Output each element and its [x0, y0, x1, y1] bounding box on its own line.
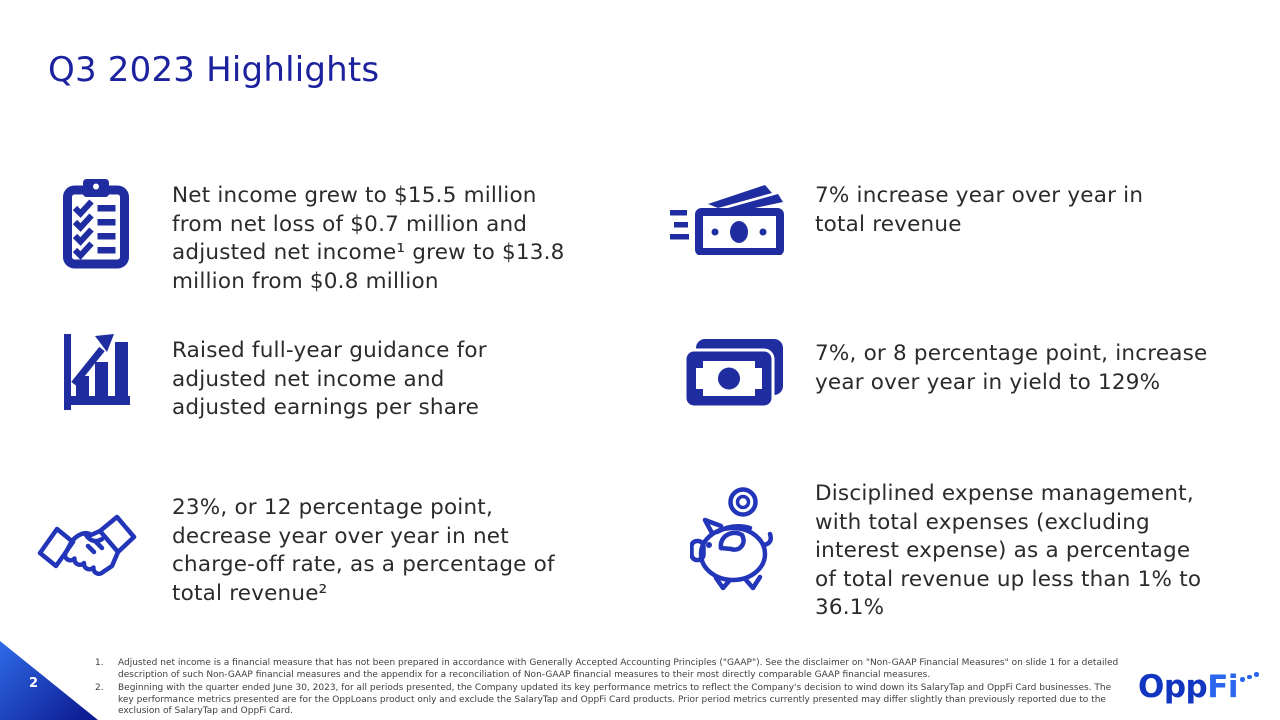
highlight-text: [172, 182, 565, 296]
highlight-text: [815, 340, 1207, 397]
oppfi-logo: [1138, 669, 1260, 705]
footnotes: [95, 658, 1125, 720]
piggy-bank-icon: [690, 485, 778, 595]
bar-chart-growth-icon: [62, 332, 132, 416]
text-line: total revenue²: [172, 580, 328, 606]
cash-stack-icon: [683, 337, 785, 413]
highlight-text: [172, 337, 487, 423]
highlight-text: [172, 494, 555, 608]
text-line: total revenue: [815, 211, 962, 237]
text-line: with total expenses (excluding: [815, 509, 1150, 535]
flying-money-icon: [668, 183, 786, 259]
footnote-number: 2.: [95, 683, 104, 693]
footnote-text: Beginning with the quarter ended June 30, 2023, for all periods presented, the Company updated its key performance metrics to reflect the Company's decision to wind down its SalaryTap and OppFi Card businesses. The key performance metrics presented are for the OppLoans product only and exclude the SalaryTap and OppFi Card products. Prior period metrics currently presented may differ slightly than previously reported due to the exclusion of SalaryTap and OppFi Card.: [118, 683, 1112, 716]
oppfi-logo-text: Fi: [1207, 669, 1239, 705]
text-line: adjusted net income and: [172, 366, 445, 392]
text-line: interest expense) as a percentage: [815, 538, 1191, 563]
footnote: [95, 658, 1125, 681]
page-number: 2: [29, 676, 39, 691]
text-line: 7% increase year over year in: [815, 183, 1144, 208]
text-line: of total revenue up less than 1% to: [815, 566, 1202, 592]
highlight-text: [815, 182, 1143, 239]
text-line: decrease year over year in net: [172, 523, 509, 549]
corner-accent-triangle: [0, 641, 98, 720]
text-line: charge-off rate, as a percentage of: [172, 552, 555, 577]
footnote: [95, 683, 1125, 718]
text-line: Raised full-year guidance for: [172, 338, 487, 363]
text-line: Net income grew to $15.5 million: [172, 183, 537, 208]
footnote-number: 1.: [95, 658, 104, 668]
text-line: adjusted net income¹ grew to $13.8: [172, 240, 565, 265]
oppfi-logo-text: Opp: [1138, 669, 1208, 705]
clipboard-checklist-icon: [62, 177, 130, 273]
text-line: adjusted earnings per share: [172, 395, 480, 420]
text-line: million from $0.8 million: [172, 268, 439, 294]
text-line: 7%, or 8 percentage point, increase: [815, 341, 1208, 366]
oppfi-logo-dots-icon: [1238, 669, 1260, 699]
footnote-text: Adjusted net income is a financial measure that has not been prepared in accordance with Generally Accepted Accounting Principles ("GAAP"). See the disclaimer on "Non-GAAP Financial Measures" on slide 1 for a detailed description of such Non-GAAP financial measures and the appendix for a reconciliation of Non-GAAP financial measures to their most directly comparable GAAP financial measures.: [118, 658, 1119, 680]
highlight-text: [815, 480, 1201, 623]
text-line: 36.1%: [815, 595, 885, 620]
text-line: Disciplined expense management,: [815, 481, 1194, 506]
handshake-icon: [36, 508, 138, 588]
text-line: from net loss of $0.7 million and: [172, 211, 528, 237]
text-line: year over year in yield to 129%: [815, 369, 1161, 395]
page-title: Q3 2023 Highlights: [48, 50, 380, 90]
text-line: 23%, or 12 percentage point,: [172, 495, 493, 520]
